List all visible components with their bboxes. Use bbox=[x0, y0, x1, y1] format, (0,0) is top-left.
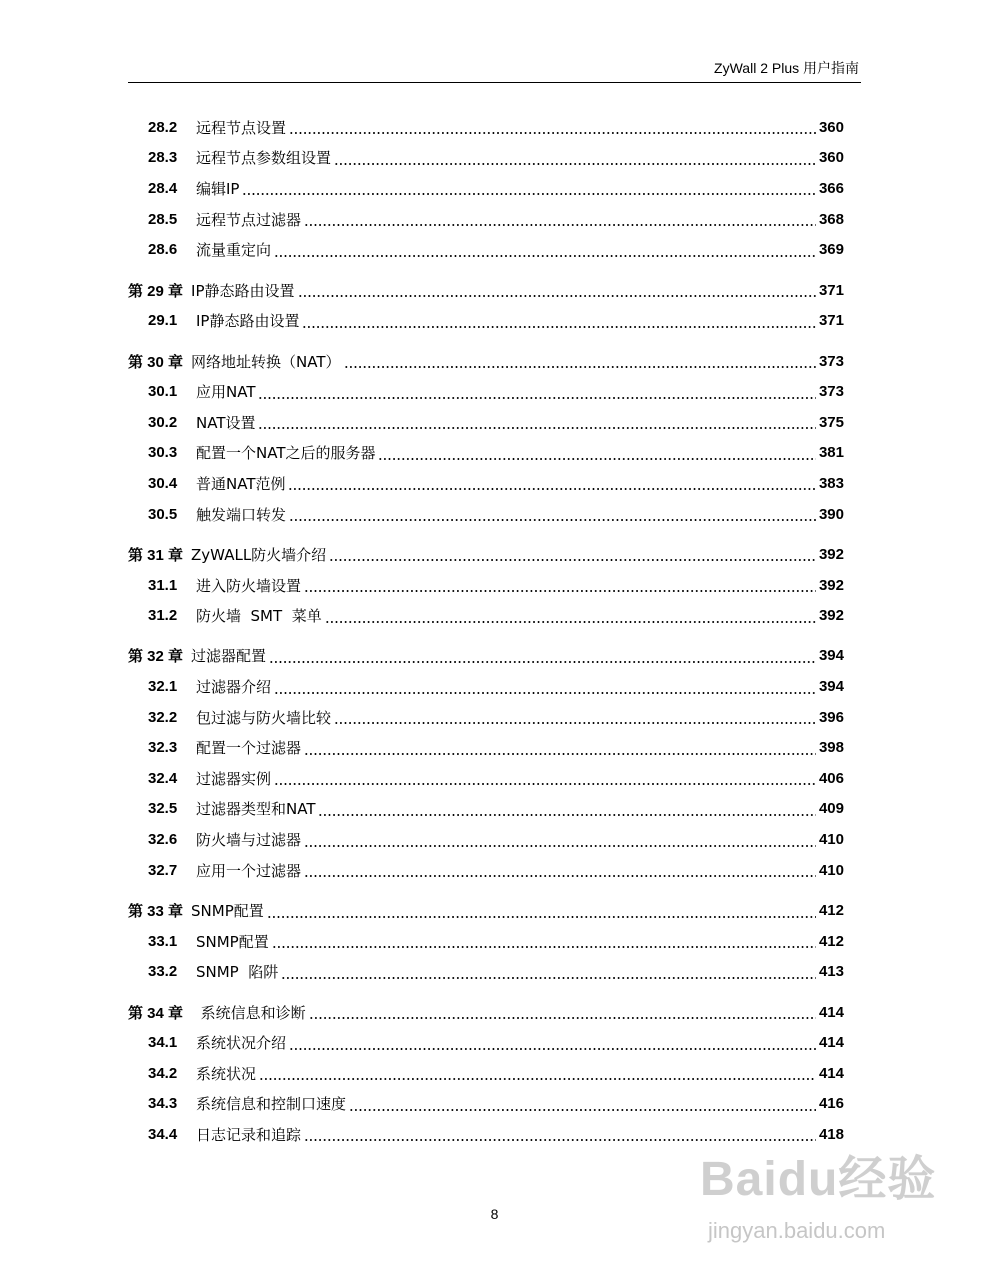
toc-section-entry[interactable] bbox=[128, 112, 844, 143]
toc-chapter-entry[interactable] bbox=[128, 641, 844, 672]
toc-section-entry[interactable] bbox=[128, 1058, 844, 1089]
dot-leader bbox=[269, 658, 816, 666]
toc-entry-number: 28.4 bbox=[148, 179, 178, 197]
toc-entry-number: 第 30 章 bbox=[128, 353, 184, 371]
toc-entry-page: 373 bbox=[818, 352, 844, 370]
toc-section-entry[interactable] bbox=[128, 732, 844, 763]
toc-entry-title: 防火墙 SMT 菜单 bbox=[196, 607, 322, 626]
toc-section-entry[interactable] bbox=[128, 1089, 844, 1120]
toc-entry-number: 32.6 bbox=[148, 831, 178, 849]
toc-entry-page: 409 bbox=[818, 800, 844, 818]
dot-leader bbox=[259, 1075, 816, 1083]
toc-entry-number: 30.3 bbox=[148, 444, 178, 462]
toc-entry-page: 410 bbox=[818, 861, 844, 879]
toc-section-entry[interactable] bbox=[128, 173, 844, 204]
baidu-watermark bbox=[700, 1140, 960, 1270]
toc-entry-title: 远程节点设置 bbox=[196, 118, 287, 137]
dot-leader bbox=[281, 974, 816, 982]
toc-entry-title: NAT设置 bbox=[196, 413, 256, 432]
toc-entry-title: 系统信息和诊断 bbox=[191, 1003, 306, 1022]
toc-entry-page: 371 bbox=[818, 281, 844, 299]
toc-section-entry[interactable] bbox=[128, 407, 844, 438]
page-header bbox=[128, 58, 861, 83]
toc-entry-number: 30.5 bbox=[148, 505, 178, 523]
toc-entry-title: 过滤器介绍 bbox=[196, 678, 272, 697]
toc-entry-title: 系统状况介绍 bbox=[196, 1034, 287, 1053]
dot-leader bbox=[304, 587, 816, 595]
toc-entry-number: 32.1 bbox=[148, 678, 178, 696]
toc-entry-number: 第 31 章 bbox=[128, 546, 184, 564]
toc-entry-title: 远程节点过滤器 bbox=[196, 210, 302, 229]
toc-entry-page: 360 bbox=[818, 118, 844, 136]
toc-entry-page: 368 bbox=[818, 210, 844, 228]
toc-entry-number: 28.3 bbox=[148, 149, 178, 167]
toc-entry-page: 383 bbox=[818, 474, 844, 492]
toc-entry-number: 第 34 章 bbox=[128, 1004, 184, 1022]
dot-leader bbox=[274, 689, 816, 697]
toc-entry-title: IP静态路由设置 bbox=[196, 312, 300, 331]
dot-leader bbox=[318, 811, 815, 819]
toc-section-entry[interactable] bbox=[128, 143, 844, 174]
toc-chapter-entry[interactable] bbox=[128, 346, 844, 377]
dot-leader bbox=[334, 160, 816, 168]
dot-leader bbox=[325, 618, 816, 626]
dot-leader bbox=[274, 780, 816, 788]
toc-entry-number: 32.7 bbox=[148, 861, 178, 879]
toc-entry-number: 34.4 bbox=[148, 1125, 178, 1143]
toc-entry-title: IP静态路由设置 bbox=[191, 281, 295, 300]
toc-entry-number: 32.3 bbox=[148, 739, 178, 757]
toc-entry-page: 371 bbox=[818, 312, 844, 330]
dot-leader bbox=[349, 1106, 816, 1114]
dot-leader bbox=[334, 719, 816, 727]
toc-entry-number: 第 32 章 bbox=[128, 648, 184, 666]
toc-section-entry[interactable] bbox=[128, 926, 844, 957]
toc-entry-title: 过滤器类型和NAT bbox=[196, 800, 316, 819]
toc-entry-title: 应用一个过滤器 bbox=[196, 861, 302, 880]
dot-leader bbox=[288, 485, 815, 493]
toc-entry-number: 33.2 bbox=[148, 963, 178, 981]
toc-entry-page: 381 bbox=[818, 444, 844, 462]
toc-entry-number: 31.2 bbox=[148, 607, 178, 625]
watermark-logo: Baidu经验 bbox=[700, 1153, 937, 1206]
toc-entry-title: 应用NAT bbox=[196, 383, 256, 402]
toc-entry-number: 34.1 bbox=[148, 1034, 178, 1052]
dot-leader bbox=[302, 323, 815, 331]
header-title: ZyWall 2 Plus 用户指南 bbox=[714, 60, 859, 76]
toc-entry-number: 28.2 bbox=[148, 118, 178, 136]
dot-leader bbox=[309, 1014, 816, 1022]
dot-leader bbox=[258, 394, 815, 402]
toc-entry-title: 日志记录和追踪 bbox=[196, 1125, 302, 1144]
dot-leader bbox=[242, 190, 815, 198]
toc-entry-page: 414 bbox=[818, 1003, 844, 1021]
toc-entry-page: 375 bbox=[818, 413, 844, 431]
toc-section-entry[interactable] bbox=[128, 305, 844, 336]
dot-leader bbox=[289, 129, 816, 137]
toc-entry-page: 392 bbox=[818, 576, 844, 594]
toc-entry-page: 369 bbox=[818, 241, 844, 259]
toc-entry-page: 366 bbox=[818, 179, 844, 197]
toc-entry-number: 32.5 bbox=[148, 800, 178, 818]
dot-leader bbox=[298, 292, 816, 300]
toc-entry-number: 第 29 章 bbox=[128, 282, 184, 300]
toc-entry-page: 414 bbox=[818, 1064, 844, 1082]
dot-leader bbox=[258, 424, 815, 432]
toc-entry-title: SNMP配置 bbox=[191, 902, 264, 921]
toc-entry-page: 418 bbox=[818, 1125, 844, 1143]
toc-entry-title: 触发端口转发 bbox=[196, 505, 287, 524]
toc-entry-page: 394 bbox=[818, 678, 844, 696]
toc-section-entry[interactable] bbox=[128, 499, 844, 530]
toc-entry-title: 网络地址转换（NAT） bbox=[191, 352, 341, 371]
toc-entry-number: 33.1 bbox=[148, 932, 178, 950]
dot-leader bbox=[289, 516, 816, 524]
toc-entry-number: 32.4 bbox=[148, 769, 178, 787]
toc-section-entry[interactable] bbox=[128, 855, 844, 886]
toc-entry-title: 系统信息和控制口速度 bbox=[196, 1095, 347, 1114]
dot-leader bbox=[272, 943, 816, 951]
watermark-url: jingyan.baidu.com bbox=[708, 1218, 886, 1243]
toc-section-entry[interactable] bbox=[128, 600, 844, 631]
toc-entry-page: 412 bbox=[818, 932, 844, 950]
dot-leader bbox=[329, 556, 816, 564]
toc-entry-title: 配置一个NAT之后的服务器 bbox=[196, 444, 376, 463]
toc-entry-number: 31.1 bbox=[148, 576, 178, 594]
toc-entry-page: 392 bbox=[818, 607, 844, 625]
dot-leader bbox=[378, 455, 815, 463]
toc-entry-page: 392 bbox=[818, 545, 844, 563]
toc-section-entry[interactable] bbox=[128, 824, 844, 855]
toc-section-entry[interactable] bbox=[128, 438, 844, 469]
toc-entry-number: 29.1 bbox=[148, 312, 178, 330]
table-of-contents bbox=[128, 112, 844, 1150]
toc-entry-title: SNMP 陷阱 bbox=[196, 963, 279, 982]
toc-entry-page: 396 bbox=[818, 708, 844, 726]
toc-section-entry[interactable] bbox=[128, 1027, 844, 1058]
toc-entry-title: 进入防火墙设置 bbox=[196, 576, 302, 595]
toc-section-entry[interactable] bbox=[128, 956, 844, 987]
toc-entry-title: 远程节点参数组设置 bbox=[196, 149, 332, 168]
toc-entry-number: 30.1 bbox=[148, 383, 178, 401]
toc-section-entry[interactable] bbox=[128, 376, 844, 407]
toc-entry-title: 系统状况 bbox=[196, 1064, 257, 1083]
toc-chapter-entry[interactable] bbox=[128, 539, 844, 570]
toc-entry-page: 360 bbox=[818, 149, 844, 167]
toc-entry-number: 30.2 bbox=[148, 413, 178, 431]
toc-chapter-entry[interactable] bbox=[128, 895, 844, 926]
toc-entry-page: 410 bbox=[818, 831, 844, 849]
toc-entry-title: ZyWALL防火墙介绍 bbox=[191, 545, 327, 564]
toc-entry-page: 413 bbox=[818, 963, 844, 981]
toc-entry-page: 398 bbox=[818, 739, 844, 757]
toc-entry-title: 流量重定向 bbox=[196, 241, 272, 260]
toc-entry-title: 防火墙与过滤器 bbox=[196, 831, 302, 850]
toc-chapter-entry[interactable] bbox=[128, 997, 844, 1028]
dot-leader bbox=[267, 913, 816, 921]
toc-section-entry[interactable] bbox=[128, 702, 844, 733]
toc-entry-number: 28.5 bbox=[148, 210, 178, 228]
toc-section-entry[interactable] bbox=[128, 204, 844, 235]
toc-entry-title: 编辑IP bbox=[196, 179, 240, 198]
toc-entry-title: 普通NAT范例 bbox=[196, 474, 286, 493]
toc-entry-title: SNMP配置 bbox=[196, 932, 269, 951]
toc-section-entry[interactable] bbox=[128, 763, 844, 794]
toc-entry-title: 包过滤与防火墙比较 bbox=[196, 708, 332, 727]
dot-leader bbox=[344, 363, 816, 371]
dot-leader bbox=[289, 1045, 816, 1053]
toc-entry-page: 416 bbox=[818, 1095, 844, 1113]
toc-entry-page: 394 bbox=[818, 647, 844, 665]
toc-entry-number: 34.3 bbox=[148, 1095, 178, 1113]
toc-section-entry[interactable] bbox=[128, 671, 844, 702]
toc-entry-number: 30.4 bbox=[148, 474, 178, 492]
toc-section-entry[interactable] bbox=[128, 570, 844, 601]
toc-entry-number: 34.2 bbox=[148, 1064, 178, 1082]
dot-leader bbox=[304, 221, 816, 229]
toc-entry-title: 配置一个过滤器 bbox=[196, 739, 302, 758]
toc-entry-number: 28.6 bbox=[148, 241, 178, 259]
toc-entry-title: 过滤器配置 bbox=[191, 647, 267, 666]
toc-entry-page: 412 bbox=[818, 902, 844, 920]
toc-entry-page: 390 bbox=[818, 505, 844, 523]
toc-entry-page: 406 bbox=[818, 769, 844, 787]
toc-entry-number: 第 33 章 bbox=[128, 903, 184, 921]
page-number: 8 bbox=[490, 1206, 499, 1222]
dot-leader bbox=[304, 842, 816, 850]
toc-entry-number: 32.2 bbox=[148, 708, 178, 726]
toc-entry-page: 414 bbox=[818, 1034, 844, 1052]
dot-leader bbox=[304, 872, 816, 880]
toc-section-entry[interactable] bbox=[128, 794, 844, 825]
toc-entry-title: 过滤器实例 bbox=[196, 769, 272, 788]
toc-chapter-entry[interactable] bbox=[128, 275, 844, 306]
toc-section-entry[interactable] bbox=[128, 468, 844, 499]
toc-section-entry[interactable] bbox=[128, 234, 844, 265]
dot-leader bbox=[304, 750, 816, 758]
toc-entry-page: 373 bbox=[818, 383, 844, 401]
dot-leader bbox=[274, 252, 816, 260]
